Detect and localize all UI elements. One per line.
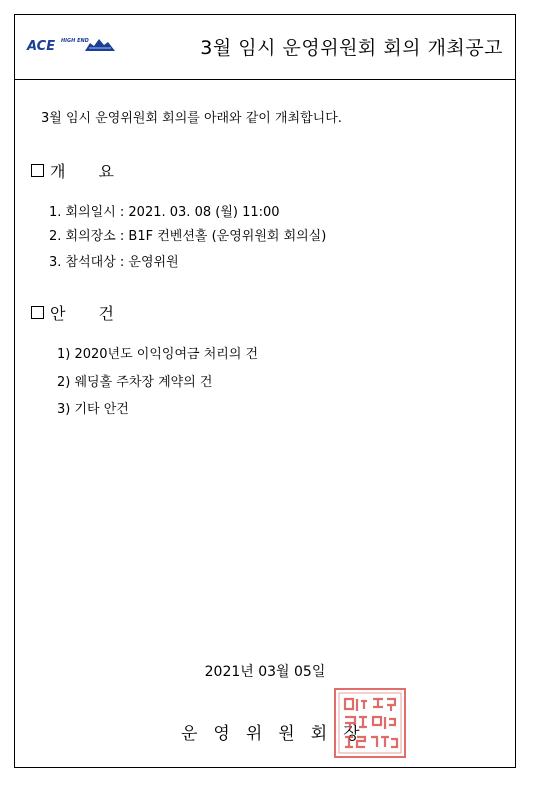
document-title: 3월 임시 운영위원회 회의 개최공고 <box>200 37 503 59</box>
overview-item: 1. 회의일시 : 2021. 03. 08 (월) 11:00 <box>49 205 280 220</box>
agenda-item: 3) 기타 안건 <box>57 402 129 417</box>
overview-item: 2. 회의장소 : B1F 컨벤션홀 (운영위원회 회의실) <box>49 229 327 244</box>
checkbox-square-icon <box>31 306 44 319</box>
agenda-item: 2) 웨딩홀 주차장 계약의 건 <box>57 375 213 390</box>
company-logo <box>27 37 117 59</box>
checkbox-square-icon <box>31 164 44 177</box>
notice-date: 2021년 03월 05일 <box>204 664 326 680</box>
overview-item: 3. 참석대상 : 운영위원 <box>49 255 179 270</box>
logo-building-icon <box>85 37 115 51</box>
section-overview-heading: 개 요 <box>31 159 128 182</box>
official-seal-stamp <box>333 687 407 759</box>
agenda-item: 1) 2020년도 이익잉여금 처리의 건 <box>57 347 259 362</box>
signature-line: 운영위원회장 <box>181 724 376 744</box>
document-header <box>15 15 515 80</box>
logo-text: ACE <box>27 39 56 54</box>
section-agenda-heading: 안 건 <box>31 301 128 324</box>
logo-subtext: HIGH END <box>61 38 89 44</box>
intro-text: 3월 임시 운영위원회 회의를 아래와 같이 개최합니다. <box>41 111 342 126</box>
notice-document <box>14 14 516 768</box>
